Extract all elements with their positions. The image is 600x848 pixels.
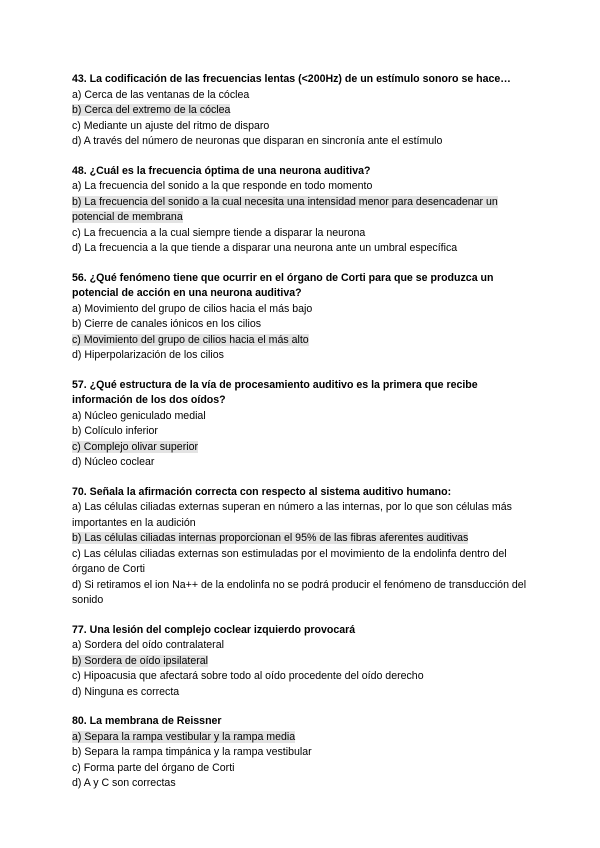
option-d: d) La frecuencia a la que tiende a disparar una neurona ante un umbral específica xyxy=(72,242,458,254)
option-b-highlighted: b) La frecuencia del sonido a la cual necesita una intensidad menor para desencadenar un potencial de membrana xyxy=(72,195,498,223)
option-a-highlighted: a) Separa la rampa vestibular y la rampa media xyxy=(72,730,296,743)
question-48 xyxy=(72,164,540,257)
question-70 xyxy=(72,485,540,609)
question-56 xyxy=(72,271,540,364)
option-d: d) Hiperpolarización de los cilios xyxy=(72,349,224,361)
question-title: 57. ¿Qué estructura de la vía de procesamiento auditivo es la primera que recibe información de los dos oídos? xyxy=(72,378,478,406)
option-d: d) A través del número de neuronas que disparan en sincronía ante el estímulo xyxy=(72,135,443,147)
question-title: 77. Una lesión del complejo coclear izquierdo provocará xyxy=(72,623,356,636)
question-title: 70. Señala la afirmación correcta con respecto al sistema auditivo humano: xyxy=(72,485,452,498)
question-title: 43. La codificación de las frecuencias lentas (<200Hz) de un estímulo sonoro se hace… xyxy=(72,73,511,85)
option-b: b) Cierre de canales iónicos en los cilios xyxy=(72,318,262,330)
option-d: d) A y C son correctas xyxy=(72,777,176,789)
option-d: d) Si retiramos el ion Na++ de la endolinfa no se podrá producir el fenómeno de transducción del sonido xyxy=(72,578,527,606)
option-c-highlighted: c) Complejo olivar superior xyxy=(72,440,198,453)
option-b: b) Colículo inferior xyxy=(72,425,158,437)
question-title: 48. ¿Cuál es la frecuencia óptima de una neurona auditiva? xyxy=(72,164,371,177)
option-a: a) La frecuencia del sonido a la que responde en todo momento xyxy=(72,180,373,192)
option-b-highlighted: b) Cerca del extremo de la cóclea xyxy=(72,104,231,116)
option-a: a) Las células ciliadas externas superan en número a las internas, por lo que son células más importantes en la audición xyxy=(72,501,512,529)
question-title: 56. ¿Qué fenómeno tiene que ocurrir en el órgano de Corti para que se produzca un potencial de acción en una neurona auditiva? xyxy=(72,271,494,299)
option-a: a) Sordera del oído contralateral xyxy=(72,639,224,651)
option-b: b) Separa la rampa timpánica y la rampa vestibular xyxy=(72,746,312,758)
option-c: c) Forma parte del órgano de Corti xyxy=(72,761,235,774)
question-77 xyxy=(72,623,540,701)
option-c: c) Hipoacusia que afectará sobre todo al oído procedente del oído derecho xyxy=(72,670,424,682)
question-title: 80. La membrana de Reissner xyxy=(72,715,222,727)
option-a: a) Núcleo geniculado medial xyxy=(72,409,206,422)
option-c: c) Las células ciliadas externas son estimuladas por el movimiento de la endolinfa dentro del órgano de Corti xyxy=(72,547,507,575)
option-c: c) Mediante un ajuste del ritmo de disparo xyxy=(72,119,270,132)
option-b-highlighted: b) Las células ciliadas internas proporcionan el 95% de las fibras aferentes auditivas xyxy=(72,532,469,544)
option-a: a) Cerca de las ventanas de la cóclea xyxy=(72,88,250,101)
option-c: c) La frecuencia a la cual siempre tiende a disparar la neurona xyxy=(72,226,366,239)
option-b-highlighted: b) Sordera de oído ipsilateral xyxy=(72,654,209,667)
question-57 xyxy=(72,378,540,471)
option-a: a) Movimiento del grupo de cilios hacia el más bajo xyxy=(72,302,313,315)
question-43 xyxy=(72,72,540,150)
option-c-highlighted: c) Movimiento del grupo de cilios hacia el más alto xyxy=(72,333,309,346)
option-d: d) Ninguna es correcta xyxy=(72,685,180,698)
option-d: d) Núcleo coclear xyxy=(72,456,155,468)
question-80 xyxy=(72,714,540,792)
